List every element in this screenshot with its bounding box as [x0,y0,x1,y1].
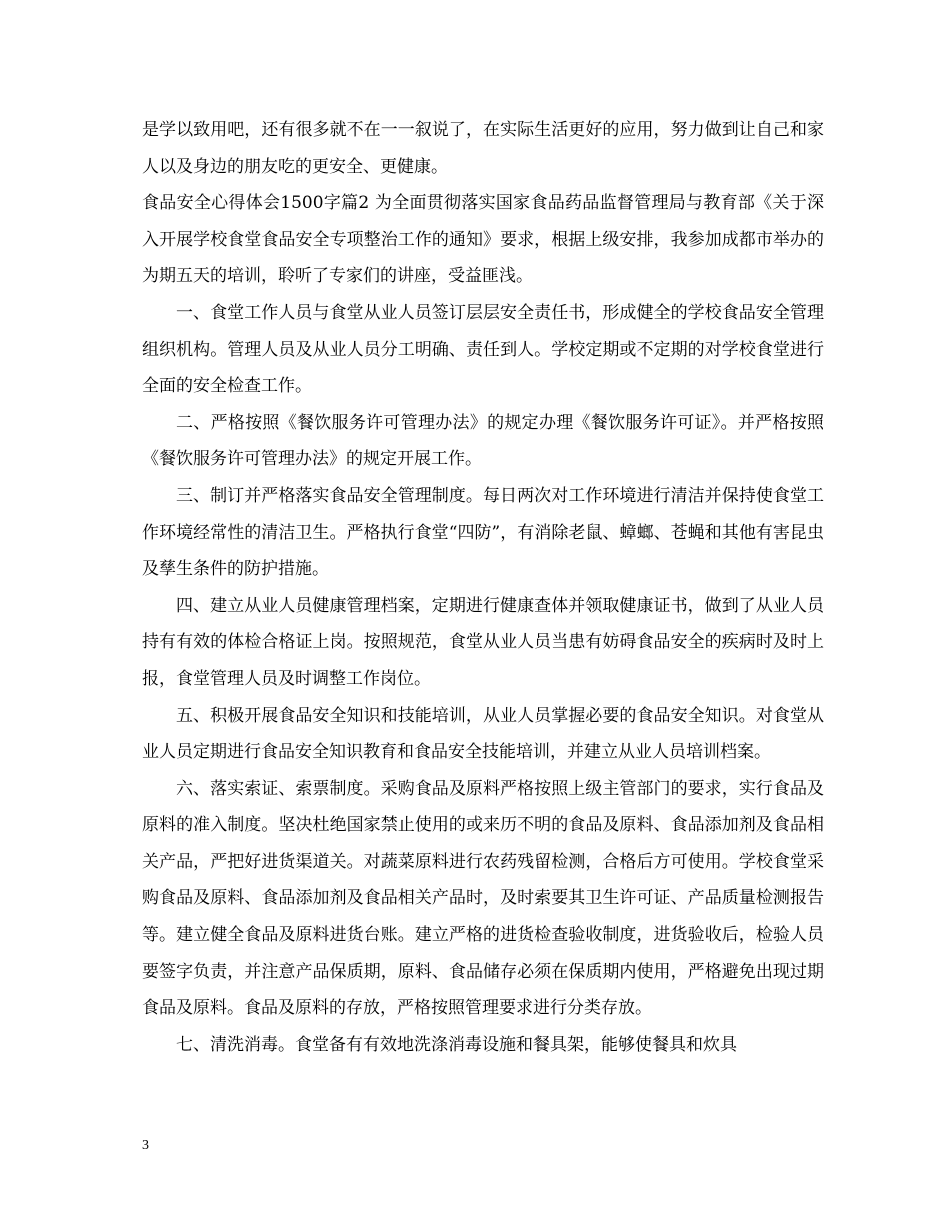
paragraph-8: 六、落实索证、索票制度。采购食品及原料严格按照上级主管部门的要求，实行食品及原料的准入制度。坚决杜绝国家禁止使用的或来历不明的食品及原料、食品添加剂及食品相关产品，严把好进货渠道关。对蔬菜原料进行农药残留检测，合格后方可使用。学校食堂采购食品及原料、食品添加剂及食品相关产品时，及时索要其卫生许可证、产品质量检测报告等。建立健全食品及原料进货台账。建立严格的进货检查验收制度，进货验收后，检验人员要签字负责，并注意产品保质期，原料、食品储存必须在保质期内使用，严格避免出现过期食品及原料。食品及原料的存放，严格按照管理要求进行分类存放。 [142,778,824,1019]
paragraph-3: 一、食堂工作人员与食堂从业人员签订层层安全责任书，形成健全的学校食品安全管理组织机构。管理人员及从业人员分工明确、责任到人。学校定期或不定期的对学校食堂进行全面的安全检查工作。 [142,302,824,397]
section-heading: 食品安全心得体会1500字篇2 [142,193,370,214]
document-body [142,112,824,1063]
paragraph-2 [142,185,824,295]
paragraph-1: 是学以致用吧，还有很多就不在一一叙说了，在实际生活更好的应用，努力做到让自己和家人以及身边的朋友吃的更安全、更健康。 [142,120,824,177]
paragraph-9: 七、清洗消毒。食堂备有有效地洗涤消毒设施和餐具架，能够使餐具和炊具 [176,1034,737,1055]
paragraph-4: 二、严格按照《餐饮服务许可管理办法》的规定办理《餐饮服务许可证》。并严格按照《餐饮服务许可管理办法》的规定开展工作。 [142,412,824,470]
paragraph-7: 五、积极开展食品安全知识和技能培训，从业人员掌握必要的食品安全知识。对食堂从业人员定期进行食品安全知识教育和食品安全技能培训，并建立从业人员培训档案。 [142,705,824,763]
paragraph-5: 三、制订并严格落实食品安全管理制度。每日两次对工作环境进行清洁并保持使食堂工作环境经常性的清洁卫生。严格执行食堂“四防”，有消除老鼠、蟑螂、苍蝇和其他有害昆虫及孳生条件的防护措施。 [142,485,824,580]
paragraph-6: 四、建立从业人员健康管理档案，定期进行健康查体并领取健康证书，做到了从业人员持有有效的体检合格证上岗。按照规范，食堂从业人员当患有妨碍食品安全的疾病时及时上报，食堂管理人员及时调整工作岗位。 [142,595,824,689]
paragraph-2-text: 为全面贯彻落实国家食品药品监督管理局与教育部《关于深入开展学校食堂食品安全专项整治工作的通知》要求，根据上级安排，我参加成都市举办的为期五天的培训，聆听了专家们的讲座，受益匪浅。 [142,193,824,287]
page-number: 3 [142,1138,149,1153]
